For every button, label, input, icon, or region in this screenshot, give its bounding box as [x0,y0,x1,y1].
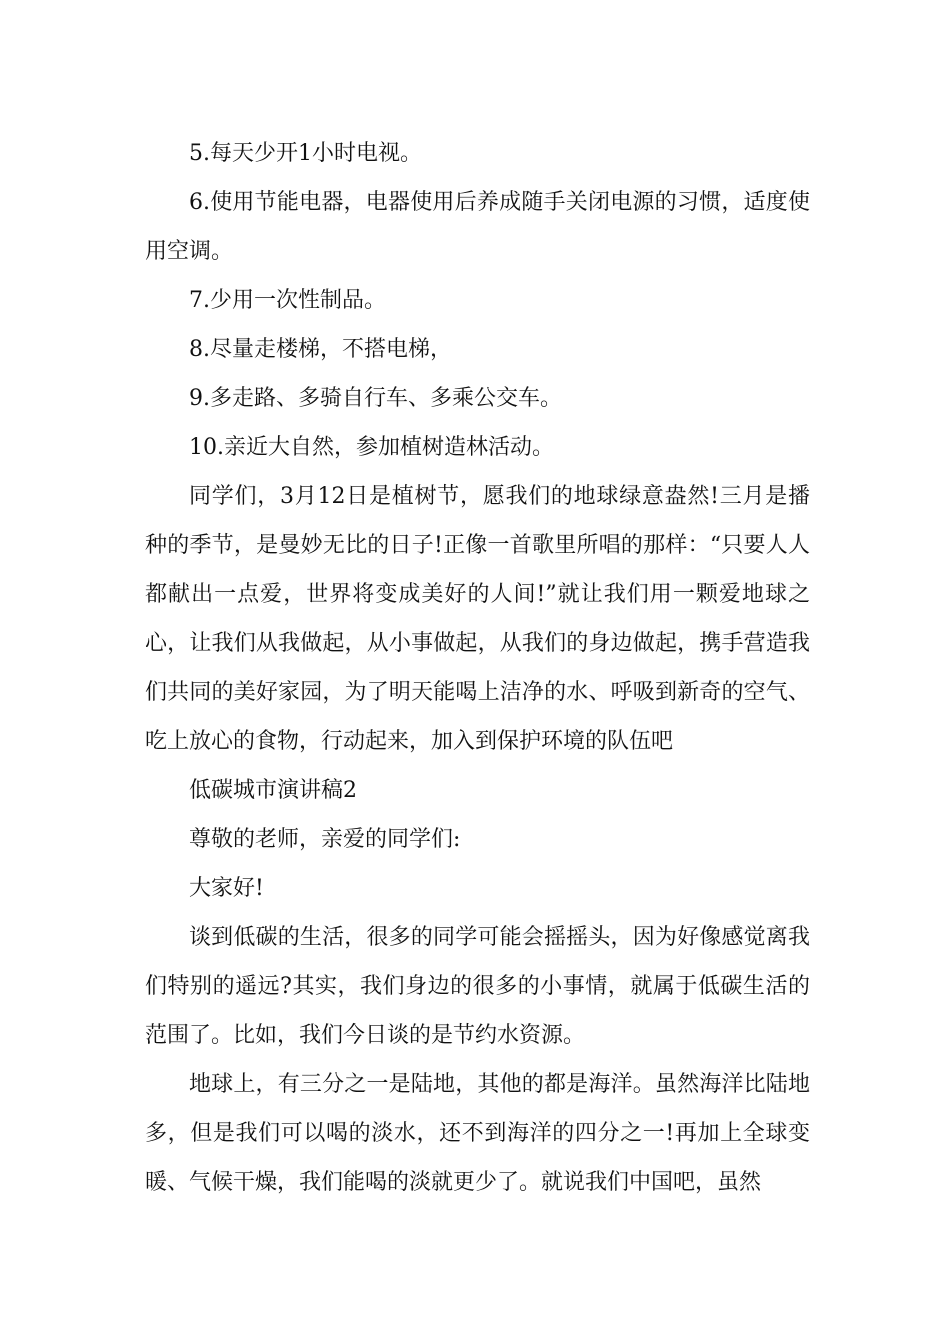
salutation: 尊敬的老师，亲爱的同学们: [189,827,461,852]
paragraph-arbor-day: 同学们，3月12日是植树节，愿我们的地球绿意盎然!三月是播种的季节，是曼妙无比的日子!正像一首歌里所唱的那样：“只要人人都献出一点爱，世界将变成美好的人间!”就让我们用一颗爱地球之心，让我们从我做起，从小事做起，从我们的身边做起，携手营造我们共同的美好家园，为了明天能喝上洁净的水、呼吸到新奇的空气、吃上放心的食物，行动起来，加入到保护环境的队伍吧 [145,484,810,754]
list-item-disposables: 7.少用一次性制品。 [189,288,386,313]
greeting: 大家好! [189,876,264,901]
list-item-tv: 5.每天少开1小时电视。 [189,141,422,166]
document-body [145,129,810,1207]
list-item-transport: 9.多走路、多骑自行车、多乘公交车。 [189,386,562,411]
list-item-stairs: 8.尽量走楼梯，不搭电梯， [189,337,452,362]
paragraph-water: 地球上，有三分之一是陆地，其他的都是海洋。虽然海洋比陆地多，但是我们可以喝的淡水，还不到海洋的四分之一!再加上全球变暖、气候干燥，我们能喝的淡就更少了。就说我们中国吧，虽然 [145,1072,810,1195]
section-heading: 低碳城市演讲稿2 [189,778,357,803]
paragraph-low-carbon: 谈到低碳的生活，很多的同学可能会摇摇头，因为好像感觉离我们特别的遥远?其实，我们身边的很多的小事情，就属于低碳生活的范围了。比如，我们今日谈的是节约水资源。 [145,925,810,1048]
list-item-appliances: 6.使用节能电器，电器使用后养成随手关闭电源的习惯，适度使用空调。 [145,190,810,264]
list-item-nature: 10.亲近大自然，参加植树造林活动。 [189,435,554,460]
